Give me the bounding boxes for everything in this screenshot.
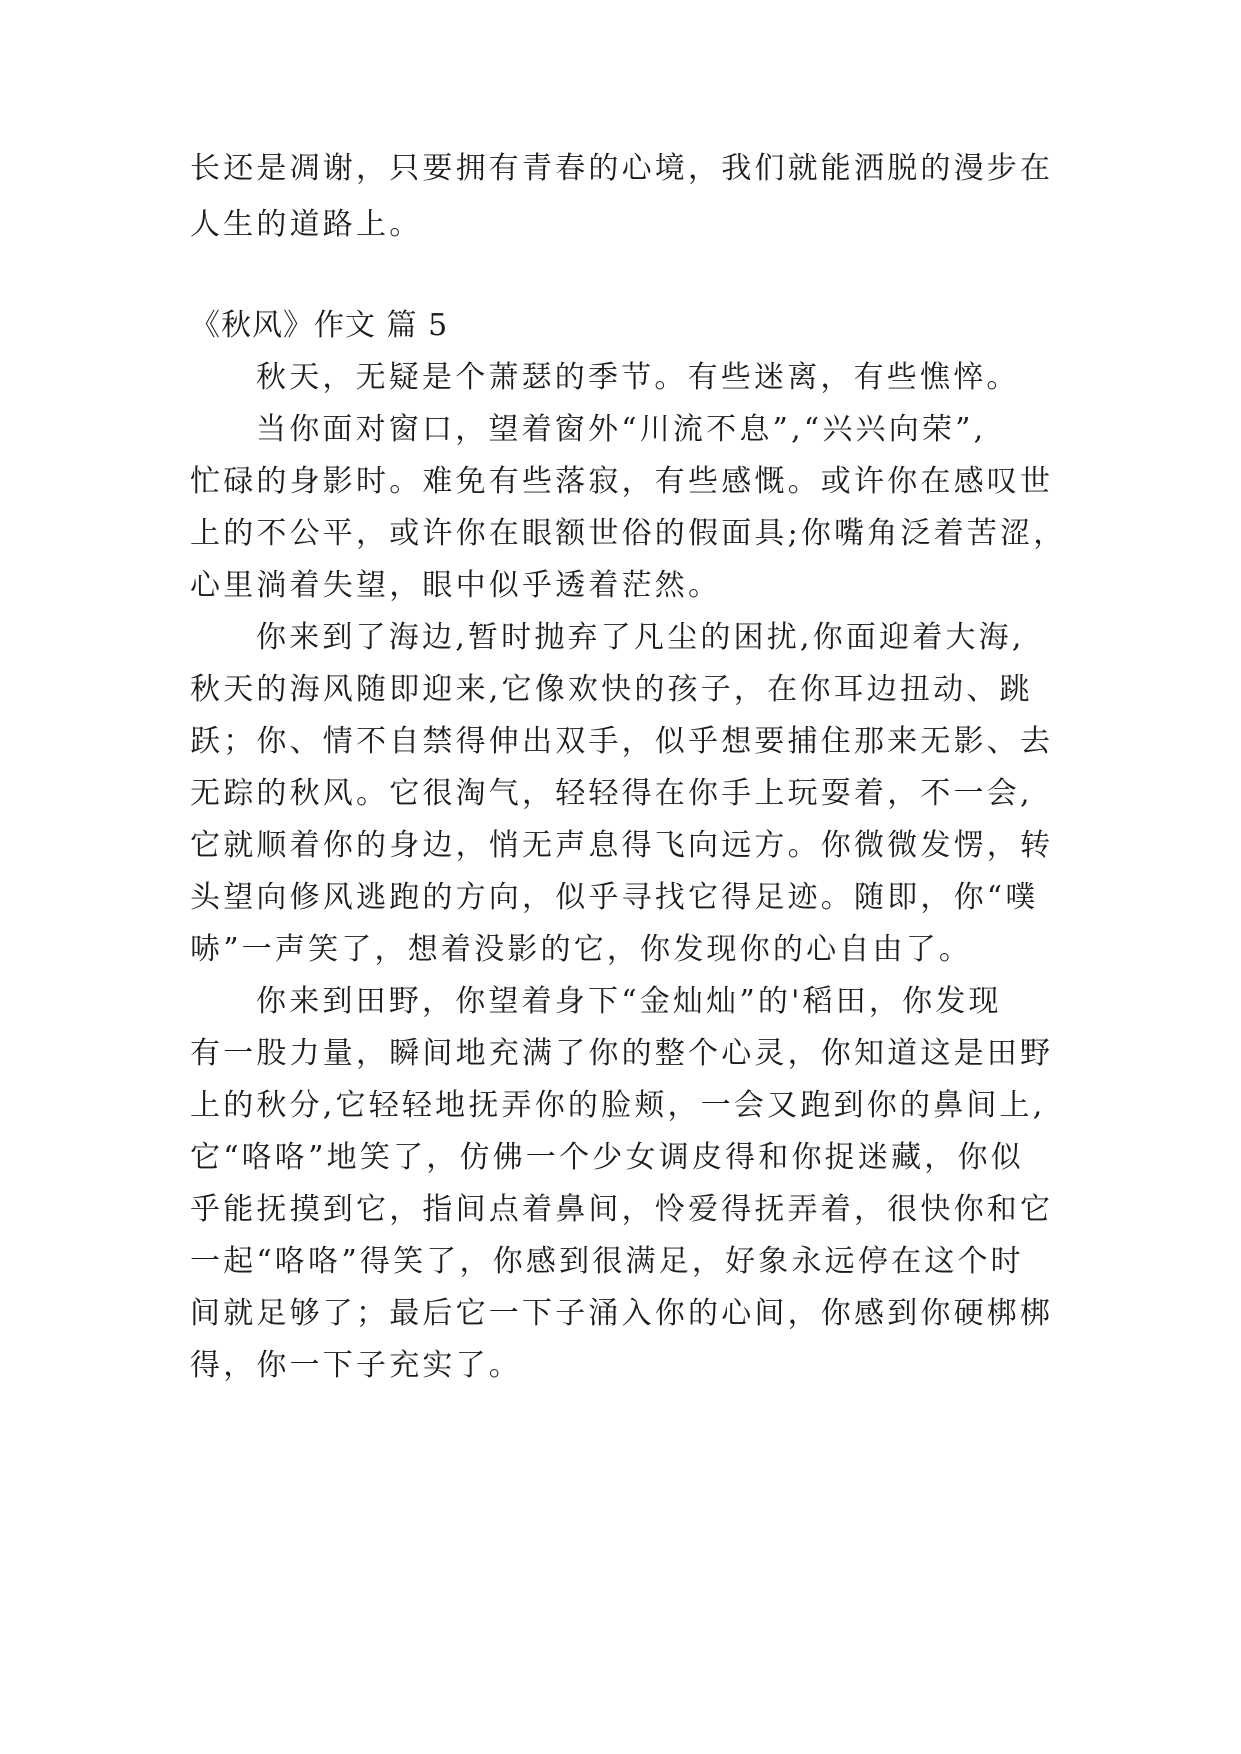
text-line: 它“咯咯”地笑了，仿佛一个少女调皮得和你捉迷藏，你似 <box>190 1140 1024 1175</box>
text-line: 长还是凋谢，只要拥有青春的心境，我们就能洒脱的漫步在 <box>190 151 1054 186</box>
text-line: 无踪的秋风。它很淘气，轻轻得在你手上玩耍着，不一会, <box>190 776 1033 811</box>
text-line: 一起“咯咯”得笑了，你感到很满足，好象永远停在这个时 <box>190 1244 1024 1279</box>
text-line: 间就足够了；最后它一下子涌入你的心间，你感到你硬梆梆 <box>190 1296 1054 1331</box>
text-line: 秋天，无疑是个萧瑟的季节。有些迷离，有些憔悴。 <box>256 360 1020 395</box>
section-title: 《秋风》作文 篇 5 <box>190 308 449 343</box>
text-line: 跃；你、情不自禁得伸出双手，似乎想要捕住那来无影、去 <box>190 724 1054 759</box>
text-line: 秋天的海风随即迎来,它像欢快的孩子，在你耳边扭动、跳 <box>190 672 1033 707</box>
text-line: 乎能抚摸到它，指间点着鼻间，怜爱得抚弄着，很快你和它 <box>190 1192 1054 1227</box>
text-line: 得，你一下子充实了。 <box>190 1348 522 1383</box>
text-line: 头望向修风逃跑的方向，似乎寻找它得足迹。随即，你“噗 <box>190 880 1039 915</box>
text-line: 忙碌的身影时。难免有些落寂，有些感慨。或许你在感叹世 <box>190 464 1054 499</box>
text-line: 当你面对窗口，望着窗外“川流不息”,“兴兴向荣”, <box>256 412 987 447</box>
text-line: 上的不公平，或许你在眼额世俗的假面具;你嘴角泛着苦涩， <box>190 516 1067 551</box>
text-line: 你来到了海边,暂时抛弃了凡尘的困扰,你面迎着大海, <box>256 620 1025 655</box>
text-line: 人生的道路上。 <box>190 207 423 242</box>
text-line: 上的秋分,它轻轻地抚弄你的脸颊，一会又跑到你的鼻间上, <box>190 1088 1046 1123</box>
text-line: 你来到田野，你望着身下“金灿灿”的'稻田，你发现 <box>256 984 1002 1019</box>
text-line: 有一股力量，瞬间地充满了你的整个心灵，你知道这是田野 <box>190 1036 1054 1071</box>
text-line: 心里淌着失望，眼中似乎透着茫然。 <box>190 568 722 603</box>
text-line: 它就顺着你的身边，悄无声息得飞向远方。你微微发愣，转 <box>190 828 1054 863</box>
text-line: 哧”一声笑了，想着没影的它，你发现你的心自由了。 <box>190 932 973 967</box>
